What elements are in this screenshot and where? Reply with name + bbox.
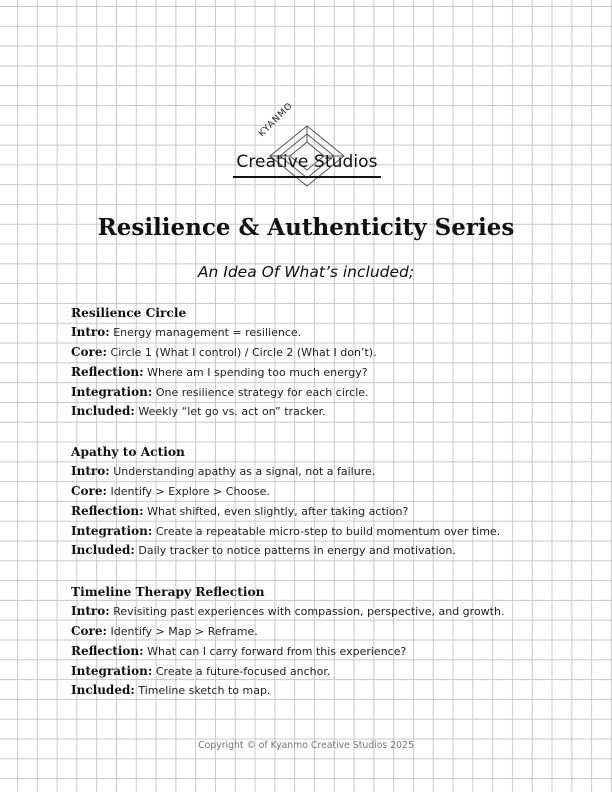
logo (222, 100, 392, 200)
list-item (71, 363, 591, 383)
row-text: Circle 1 (What I control) / Circle 2 (What I don’t). (110, 345, 377, 359)
page-title: Resilience & Authenticity Series (97, 214, 515, 241)
row-text: Create a future-focused anchor. (155, 664, 331, 678)
row-text: Daily tracker to notice patterns in energy and motivation. (138, 544, 456, 558)
logo-name: Creative Studios (236, 152, 378, 172)
row-text: Identify > Map > Reframe. (110, 624, 258, 638)
row-label: Intro: (71, 325, 110, 339)
row-label: Integration: (71, 384, 153, 399)
row-text: What can I carry forward from this experience? (147, 644, 407, 658)
logo-small-text: KYANMO (257, 100, 296, 140)
row-label: Included: (71, 404, 135, 419)
row-label: Core: (71, 623, 107, 638)
row-label: Core: (71, 344, 107, 359)
page-subtitle: An Idea Of What’s included; (197, 263, 415, 281)
list-item (71, 522, 591, 542)
row-label: Integration: (71, 523, 153, 538)
row-text: Where am I spending too much energy? (147, 365, 368, 379)
section-heading: Apathy to Action (71, 445, 185, 459)
section-resilience-circle (71, 303, 591, 422)
row-label: Intro: (71, 464, 110, 478)
list-item (71, 662, 591, 682)
list-item (71, 622, 591, 642)
row-label: Included: (71, 683, 135, 698)
list-item (71, 383, 591, 403)
section-apathy-to-action (71, 442, 591, 561)
row-text: Revisiting past experiences with compassion, perspective, and growth. (113, 605, 505, 618)
row-text: Create a repeatable micro-step to build momentum over time. (155, 524, 501, 538)
row-label: Included: (71, 543, 135, 558)
section-timeline-therapy-reflection (71, 582, 591, 701)
list-item (71, 343, 591, 363)
row-label: Reflection: (71, 503, 144, 518)
row-label: Reflection: (71, 364, 144, 379)
section-heading: Timeline Therapy Reflection (71, 585, 265, 599)
row-text: What shifted, even slightly, after taking action? (147, 504, 409, 518)
list-item (71, 482, 591, 502)
list-item (71, 502, 591, 522)
list-item (71, 541, 591, 561)
row-text: One resilience strategy for each circle. (155, 385, 369, 399)
row-text: Identify > Explore > Choose. (110, 484, 270, 498)
row-label: Core: (71, 483, 107, 498)
list-item (71, 681, 591, 701)
list-item (71, 642, 591, 662)
list-item (71, 602, 591, 622)
row-label: Reflection: (71, 643, 144, 658)
list-item (71, 402, 591, 422)
row-text: Energy management = resilience. (113, 326, 302, 339)
list-item (71, 462, 591, 482)
section-heading: Resilience Circle (71, 306, 187, 320)
row-label: Intro: (71, 604, 110, 618)
row-text: Weekly “let go vs. act on” tracker. (138, 405, 326, 419)
footer-copyright: Copyright © of Kyanmo Creative Studios 2025 (198, 740, 414, 751)
row-label: Integration: (71, 663, 153, 678)
row-text: Understanding apathy as a signal, not a failure. (113, 465, 376, 478)
row-text: Timeline sketch to map. (138, 684, 271, 698)
list-item (71, 323, 591, 343)
logo-underline (233, 176, 381, 178)
